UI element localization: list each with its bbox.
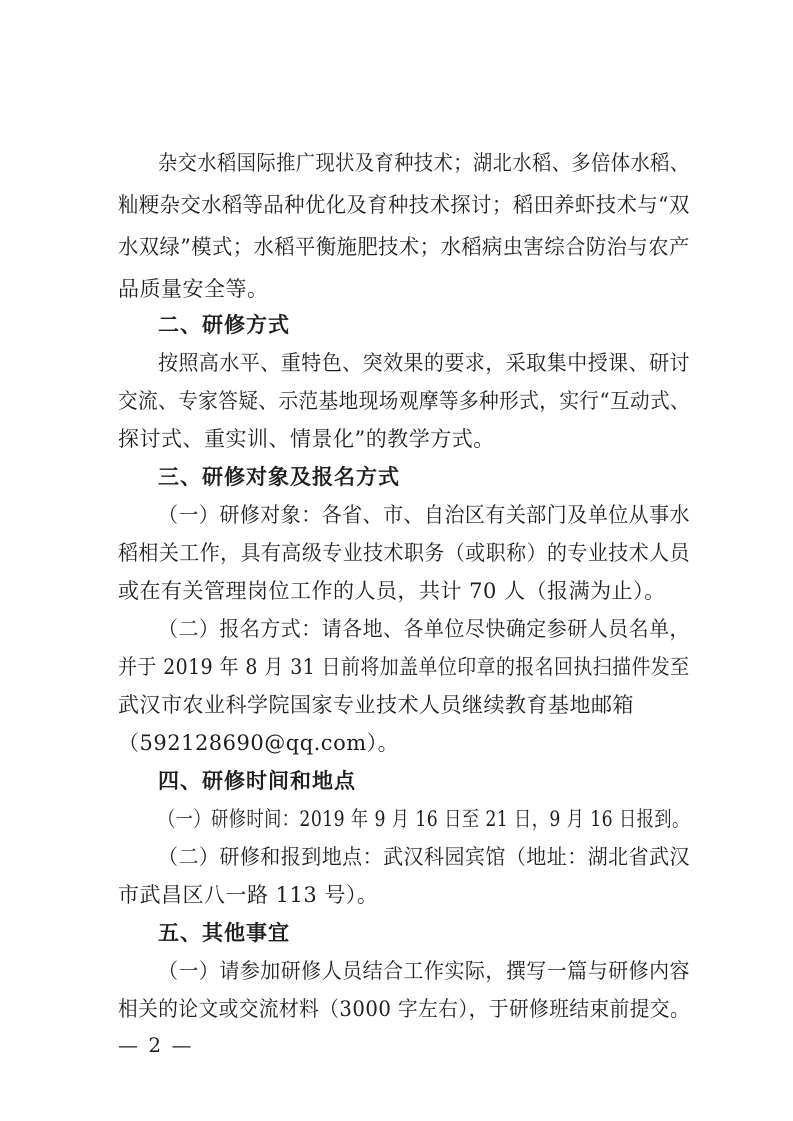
body-text-line: 杂交水稻国际推广现状及育种技术；湖北水稻、多倍体水稻、: [158, 151, 690, 175]
body-text-line: （一）请参加研修人员结合工作实际，撰写一篇与研修内容: [158, 959, 690, 983]
body-text-line: 交流、专家答疑、示范基地现场观摩等多种形式，实行“互动式、: [118, 389, 691, 413]
body-text-line: 武汉市农业科学院国家专业技术人员继续教育基地邮箱: [118, 693, 634, 717]
body-text-line: （二）研修和报到地点：武汉科园宾馆（地址：湖北省武汉: [158, 845, 690, 869]
body-text-line: 或在有关管理岗位工作的人员，共计 70 人（报满为止）。: [118, 579, 666, 603]
body-text-line: 籼粳杂交水稻等品种优化及育种技术探讨；稻田养虾技术与“双: [118, 193, 690, 217]
body-text-line: 相关的论文或交流材料（3000 字左右），于研修班结束前提交。: [118, 997, 691, 1021]
body-text-line: 探讨式、重实训、情景化”的教学方式。: [118, 427, 495, 451]
body-text-line: （二）报名方式：请各地、各单位尽快确定参研人员名单，: [158, 617, 690, 641]
body-text-line: 市武昌区八一路 113 号）。: [118, 883, 379, 907]
body-text-line: 并于 2019 年 8 月 31 日前将加盖单位印章的报名回执扫描件发至: [118, 655, 690, 679]
section-heading-3: 三、研修对象及报名方式: [158, 464, 400, 489]
email-address: （592128690@qq.com）。: [118, 731, 400, 755]
body-text-line: 稻相关工作，具有高级专业技术职务（或职称）的专业技术人员: [118, 541, 690, 565]
body-text-line: 品质量安全等。: [118, 277, 269, 301]
body-text-line: 水双绿”模式；水稻平衡施肥技术；水稻病虫害综合防治与农产: [118, 235, 690, 259]
section-heading-2: 二、研修方式: [158, 312, 290, 337]
page-number: — 2 —: [118, 1033, 194, 1057]
section-heading-4: 四、研修时间和地点: [158, 768, 356, 793]
body-text-line: （一）研修对象：各省、市、自治区有关部门及单位从事水: [158, 503, 690, 527]
body-text-line: （一）研修时间：2019 年 9 月 16 日至 21 日，9 月 16 日报到。: [158, 807, 690, 831]
section-heading-5: 五、其他事宜: [158, 920, 290, 945]
body-text-line: 按照高水平、重特色、突效果的要求，采取集中授课、研讨: [158, 351, 690, 375]
